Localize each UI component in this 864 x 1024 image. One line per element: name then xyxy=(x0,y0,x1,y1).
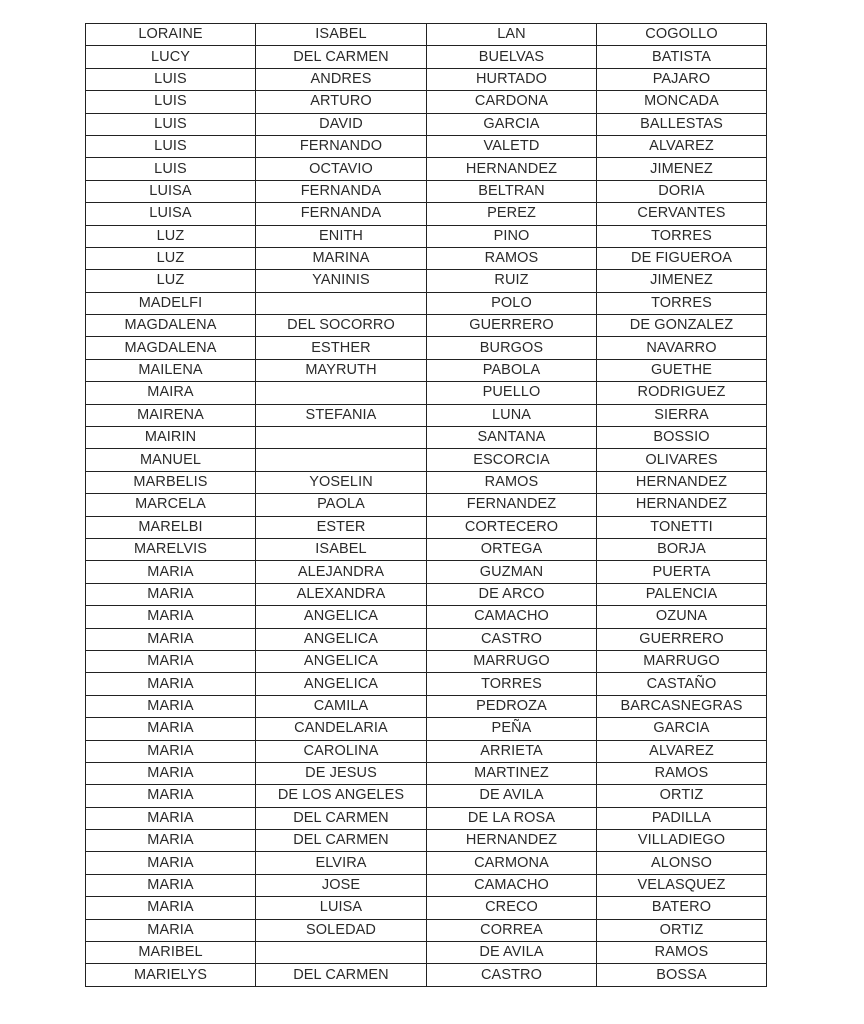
first-surname-cell: HERNANDEZ xyxy=(427,158,597,180)
middle-name-cell: LUISA xyxy=(256,897,427,919)
first-name-cell: LORAINE xyxy=(86,24,256,46)
second-surname-cell: DORIA xyxy=(597,180,767,202)
first-surname-cell: PEREZ xyxy=(427,203,597,225)
first-name-cell: LUIS xyxy=(86,113,256,135)
middle-name-cell xyxy=(256,449,427,471)
table-row xyxy=(86,695,767,717)
table-row xyxy=(86,516,767,538)
middle-name-cell: JOSE xyxy=(256,874,427,896)
first-surname-cell: MARRUGO xyxy=(427,650,597,672)
middle-name-cell: MAYRUTH xyxy=(256,359,427,381)
middle-name-cell: ANGELICA xyxy=(256,650,427,672)
first-name-cell: MAIRA xyxy=(86,382,256,404)
first-name-cell: LUIS xyxy=(86,68,256,90)
table-row xyxy=(86,583,767,605)
first-name-cell: LUIS xyxy=(86,91,256,113)
first-surname-cell: CARDONA xyxy=(427,91,597,113)
first-name-cell: MARCELA xyxy=(86,494,256,516)
second-surname-cell: VELASQUEZ xyxy=(597,874,767,896)
table-row xyxy=(86,68,767,90)
second-surname-cell: OZUNA xyxy=(597,606,767,628)
first-name-cell: MARIA xyxy=(86,673,256,695)
first-name-cell: MARIELYS xyxy=(86,964,256,986)
table-row xyxy=(86,874,767,896)
second-surname-cell: TORRES xyxy=(597,292,767,314)
second-surname-cell: JIMENEZ xyxy=(597,270,767,292)
second-surname-cell: VILLADIEGO xyxy=(597,830,767,852)
second-surname-cell: CASTAÑO xyxy=(597,673,767,695)
first-name-cell: MARIA xyxy=(86,628,256,650)
first-surname-cell: GARCIA xyxy=(427,113,597,135)
first-surname-cell: DE ARCO xyxy=(427,583,597,605)
table-row xyxy=(86,337,767,359)
middle-name-cell: ISABEL xyxy=(256,24,427,46)
first-surname-cell: SANTANA xyxy=(427,427,597,449)
second-surname-cell: PUERTA xyxy=(597,561,767,583)
middle-name-cell: ELVIRA xyxy=(256,852,427,874)
middle-name-cell xyxy=(256,942,427,964)
second-surname-cell: DE FIGUEROA xyxy=(597,247,767,269)
table-row xyxy=(86,359,767,381)
first-name-cell: MARIA xyxy=(86,807,256,829)
first-surname-cell: GUZMAN xyxy=(427,561,597,583)
first-name-cell: MARELVIS xyxy=(86,538,256,560)
first-name-cell: MARIA xyxy=(86,695,256,717)
table-row xyxy=(86,494,767,516)
middle-name-cell: FERNANDA xyxy=(256,180,427,202)
first-surname-cell: CRECO xyxy=(427,897,597,919)
middle-name-cell: CANDELARIA xyxy=(256,718,427,740)
second-surname-cell: COGOLLO xyxy=(597,24,767,46)
second-surname-cell: ALONSO xyxy=(597,852,767,874)
first-name-cell: MANUEL xyxy=(86,449,256,471)
second-surname-cell: BALLESTAS xyxy=(597,113,767,135)
middle-name-cell: ANGELICA xyxy=(256,673,427,695)
middle-name-cell: ANGELICA xyxy=(256,628,427,650)
first-surname-cell: PEDROZA xyxy=(427,695,597,717)
first-name-cell: MARIA xyxy=(86,561,256,583)
middle-name-cell: PAOLA xyxy=(256,494,427,516)
table-row xyxy=(86,964,767,986)
names-table xyxy=(85,23,767,987)
second-surname-cell: DE GONZALEZ xyxy=(597,315,767,337)
table-row xyxy=(86,203,767,225)
first-name-cell: MARIA xyxy=(86,830,256,852)
first-surname-cell: PABOLA xyxy=(427,359,597,381)
middle-name-cell: STEFANIA xyxy=(256,404,427,426)
second-surname-cell: MARRUGO xyxy=(597,650,767,672)
first-name-cell: MARIA xyxy=(86,919,256,941)
first-surname-cell: VALETD xyxy=(427,135,597,157)
middle-name-cell: DEL CARMEN xyxy=(256,807,427,829)
first-surname-cell: CASTRO xyxy=(427,628,597,650)
middle-name-cell: ESTER xyxy=(256,516,427,538)
table-row xyxy=(86,404,767,426)
table-row xyxy=(86,449,767,471)
first-name-cell: MAIRENA xyxy=(86,404,256,426)
first-surname-cell: PEÑA xyxy=(427,718,597,740)
first-surname-cell: CORTECERO xyxy=(427,516,597,538)
table-row xyxy=(86,24,767,46)
first-surname-cell: TORRES xyxy=(427,673,597,695)
table-row xyxy=(86,247,767,269)
first-surname-cell: CORREA xyxy=(427,919,597,941)
second-surname-cell: JIMENEZ xyxy=(597,158,767,180)
table-row xyxy=(86,897,767,919)
middle-name-cell: YOSELIN xyxy=(256,471,427,493)
first-name-cell: MARELBI xyxy=(86,516,256,538)
first-name-cell: MARBELIS xyxy=(86,471,256,493)
first-name-cell: MARIA xyxy=(86,740,256,762)
first-surname-cell: PINO xyxy=(427,225,597,247)
table-row xyxy=(86,650,767,672)
table-row xyxy=(86,942,767,964)
second-surname-cell: HERNANDEZ xyxy=(597,471,767,493)
middle-name-cell xyxy=(256,427,427,449)
first-surname-cell: LUNA xyxy=(427,404,597,426)
second-surname-cell: GUETHE xyxy=(597,359,767,381)
first-name-cell: LUZ xyxy=(86,225,256,247)
table-row xyxy=(86,762,767,784)
first-name-cell: LUISA xyxy=(86,180,256,202)
first-surname-cell: BELTRAN xyxy=(427,180,597,202)
second-surname-cell: BOSSA xyxy=(597,964,767,986)
table-row xyxy=(86,830,767,852)
first-name-cell: MARIA xyxy=(86,852,256,874)
first-name-cell: LUISA xyxy=(86,203,256,225)
table-row xyxy=(86,158,767,180)
first-surname-cell: DE LA ROSA xyxy=(427,807,597,829)
middle-name-cell: CAMILA xyxy=(256,695,427,717)
middle-name-cell: ALEJANDRA xyxy=(256,561,427,583)
second-surname-cell: BOSSIO xyxy=(597,427,767,449)
names-table-body xyxy=(86,24,767,987)
table-row xyxy=(86,673,767,695)
second-surname-cell: PADILLA xyxy=(597,807,767,829)
middle-name-cell: ESTHER xyxy=(256,337,427,359)
first-name-cell: MARIA xyxy=(86,650,256,672)
first-surname-cell: CASTRO xyxy=(427,964,597,986)
second-surname-cell: OLIVARES xyxy=(597,449,767,471)
table-row xyxy=(86,852,767,874)
second-surname-cell: NAVARRO xyxy=(597,337,767,359)
second-surname-cell: GUERRERO xyxy=(597,628,767,650)
table-row xyxy=(86,225,767,247)
table-row xyxy=(86,315,767,337)
first-surname-cell: CARMONA xyxy=(427,852,597,874)
first-surname-cell: ORTEGA xyxy=(427,538,597,560)
second-surname-cell: SIERRA xyxy=(597,404,767,426)
table-row xyxy=(86,471,767,493)
first-surname-cell: DE AVILA xyxy=(427,785,597,807)
table-row xyxy=(86,807,767,829)
middle-name-cell xyxy=(256,382,427,404)
first-surname-cell: MARTINEZ xyxy=(427,762,597,784)
table-row xyxy=(86,382,767,404)
first-name-cell: MARIA xyxy=(86,785,256,807)
second-surname-cell: RODRIGUEZ xyxy=(597,382,767,404)
first-surname-cell: BUELVAS xyxy=(427,46,597,68)
first-surname-cell: CAMACHO xyxy=(427,874,597,896)
first-name-cell: MARIA xyxy=(86,606,256,628)
table-row xyxy=(86,718,767,740)
table-row xyxy=(86,628,767,650)
second-surname-cell: RAMOS xyxy=(597,762,767,784)
first-surname-cell: HERNANDEZ xyxy=(427,830,597,852)
second-surname-cell: BARCASNEGRAS xyxy=(597,695,767,717)
first-surname-cell: POLO xyxy=(427,292,597,314)
first-name-cell: LUZ xyxy=(86,247,256,269)
first-surname-cell: ESCORCIA xyxy=(427,449,597,471)
first-name-cell: MAIRIN xyxy=(86,427,256,449)
middle-name-cell: ALEXANDRA xyxy=(256,583,427,605)
first-name-cell: MAGDALENA xyxy=(86,337,256,359)
middle-name-cell: ISABEL xyxy=(256,538,427,560)
first-surname-cell: ARRIETA xyxy=(427,740,597,762)
first-name-cell: LUZ xyxy=(86,270,256,292)
middle-name-cell: CAROLINA xyxy=(256,740,427,762)
second-surname-cell: HERNANDEZ xyxy=(597,494,767,516)
middle-name-cell xyxy=(256,292,427,314)
table-row xyxy=(86,270,767,292)
table-row xyxy=(86,427,767,449)
table-row xyxy=(86,785,767,807)
first-name-cell: LUCY xyxy=(86,46,256,68)
middle-name-cell: OCTAVIO xyxy=(256,158,427,180)
second-surname-cell: PAJARO xyxy=(597,68,767,90)
middle-name-cell: FERNANDA xyxy=(256,203,427,225)
second-surname-cell: MONCADA xyxy=(597,91,767,113)
second-surname-cell: GARCIA xyxy=(597,718,767,740)
table-row xyxy=(86,606,767,628)
first-name-cell: LUIS xyxy=(86,158,256,180)
table-row xyxy=(86,919,767,941)
first-name-cell: MARIA xyxy=(86,718,256,740)
first-name-cell: MADELFI xyxy=(86,292,256,314)
second-surname-cell: PALENCIA xyxy=(597,583,767,605)
first-surname-cell: CAMACHO xyxy=(427,606,597,628)
first-surname-cell: GUERRERO xyxy=(427,315,597,337)
table-row xyxy=(86,740,767,762)
first-name-cell: MAILENA xyxy=(86,359,256,381)
first-surname-cell: RAMOS xyxy=(427,471,597,493)
middle-name-cell: ARTURO xyxy=(256,91,427,113)
first-name-cell: MARIA xyxy=(86,583,256,605)
second-surname-cell: TONETTI xyxy=(597,516,767,538)
first-name-cell: MAGDALENA xyxy=(86,315,256,337)
table-row xyxy=(86,538,767,560)
first-name-cell: MARIA xyxy=(86,897,256,919)
table-row xyxy=(86,46,767,68)
second-surname-cell: BATISTA xyxy=(597,46,767,68)
middle-name-cell: DEL SOCORRO xyxy=(256,315,427,337)
second-surname-cell: ALVAREZ xyxy=(597,740,767,762)
table-row xyxy=(86,91,767,113)
middle-name-cell: SOLEDAD xyxy=(256,919,427,941)
middle-name-cell: ANGELICA xyxy=(256,606,427,628)
second-surname-cell: ALVAREZ xyxy=(597,135,767,157)
first-surname-cell: RAMOS xyxy=(427,247,597,269)
table-row xyxy=(86,113,767,135)
middle-name-cell: DEL CARMEN xyxy=(256,964,427,986)
table-row xyxy=(86,561,767,583)
middle-name-cell: DE LOS ANGELES xyxy=(256,785,427,807)
middle-name-cell: ANDRES xyxy=(256,68,427,90)
second-surname-cell: BORJA xyxy=(597,538,767,560)
first-surname-cell: DE AVILA xyxy=(427,942,597,964)
second-surname-cell: CERVANTES xyxy=(597,203,767,225)
second-surname-cell: ORTIZ xyxy=(597,919,767,941)
table-row xyxy=(86,292,767,314)
first-name-cell: MARIA xyxy=(86,762,256,784)
first-surname-cell: LAN xyxy=(427,24,597,46)
middle-name-cell: YANINIS xyxy=(256,270,427,292)
middle-name-cell: DEL CARMEN xyxy=(256,830,427,852)
first-surname-cell: BURGOS xyxy=(427,337,597,359)
first-surname-cell: HURTADO xyxy=(427,68,597,90)
first-name-cell: MARIA xyxy=(86,874,256,896)
first-name-cell: MARIBEL xyxy=(86,942,256,964)
first-surname-cell: RUIZ xyxy=(427,270,597,292)
middle-name-cell: FERNANDO xyxy=(256,135,427,157)
first-surname-cell: PUELLO xyxy=(427,382,597,404)
first-surname-cell: FERNANDEZ xyxy=(427,494,597,516)
second-surname-cell: TORRES xyxy=(597,225,767,247)
second-surname-cell: ORTIZ xyxy=(597,785,767,807)
middle-name-cell: DAVID xyxy=(256,113,427,135)
middle-name-cell: DEL CARMEN xyxy=(256,46,427,68)
second-surname-cell: BATERO xyxy=(597,897,767,919)
second-surname-cell: RAMOS xyxy=(597,942,767,964)
table-row xyxy=(86,135,767,157)
middle-name-cell: ENITH xyxy=(256,225,427,247)
middle-name-cell: DE JESUS xyxy=(256,762,427,784)
first-name-cell: LUIS xyxy=(86,135,256,157)
table-row xyxy=(86,180,767,202)
middle-name-cell: MARINA xyxy=(256,247,427,269)
